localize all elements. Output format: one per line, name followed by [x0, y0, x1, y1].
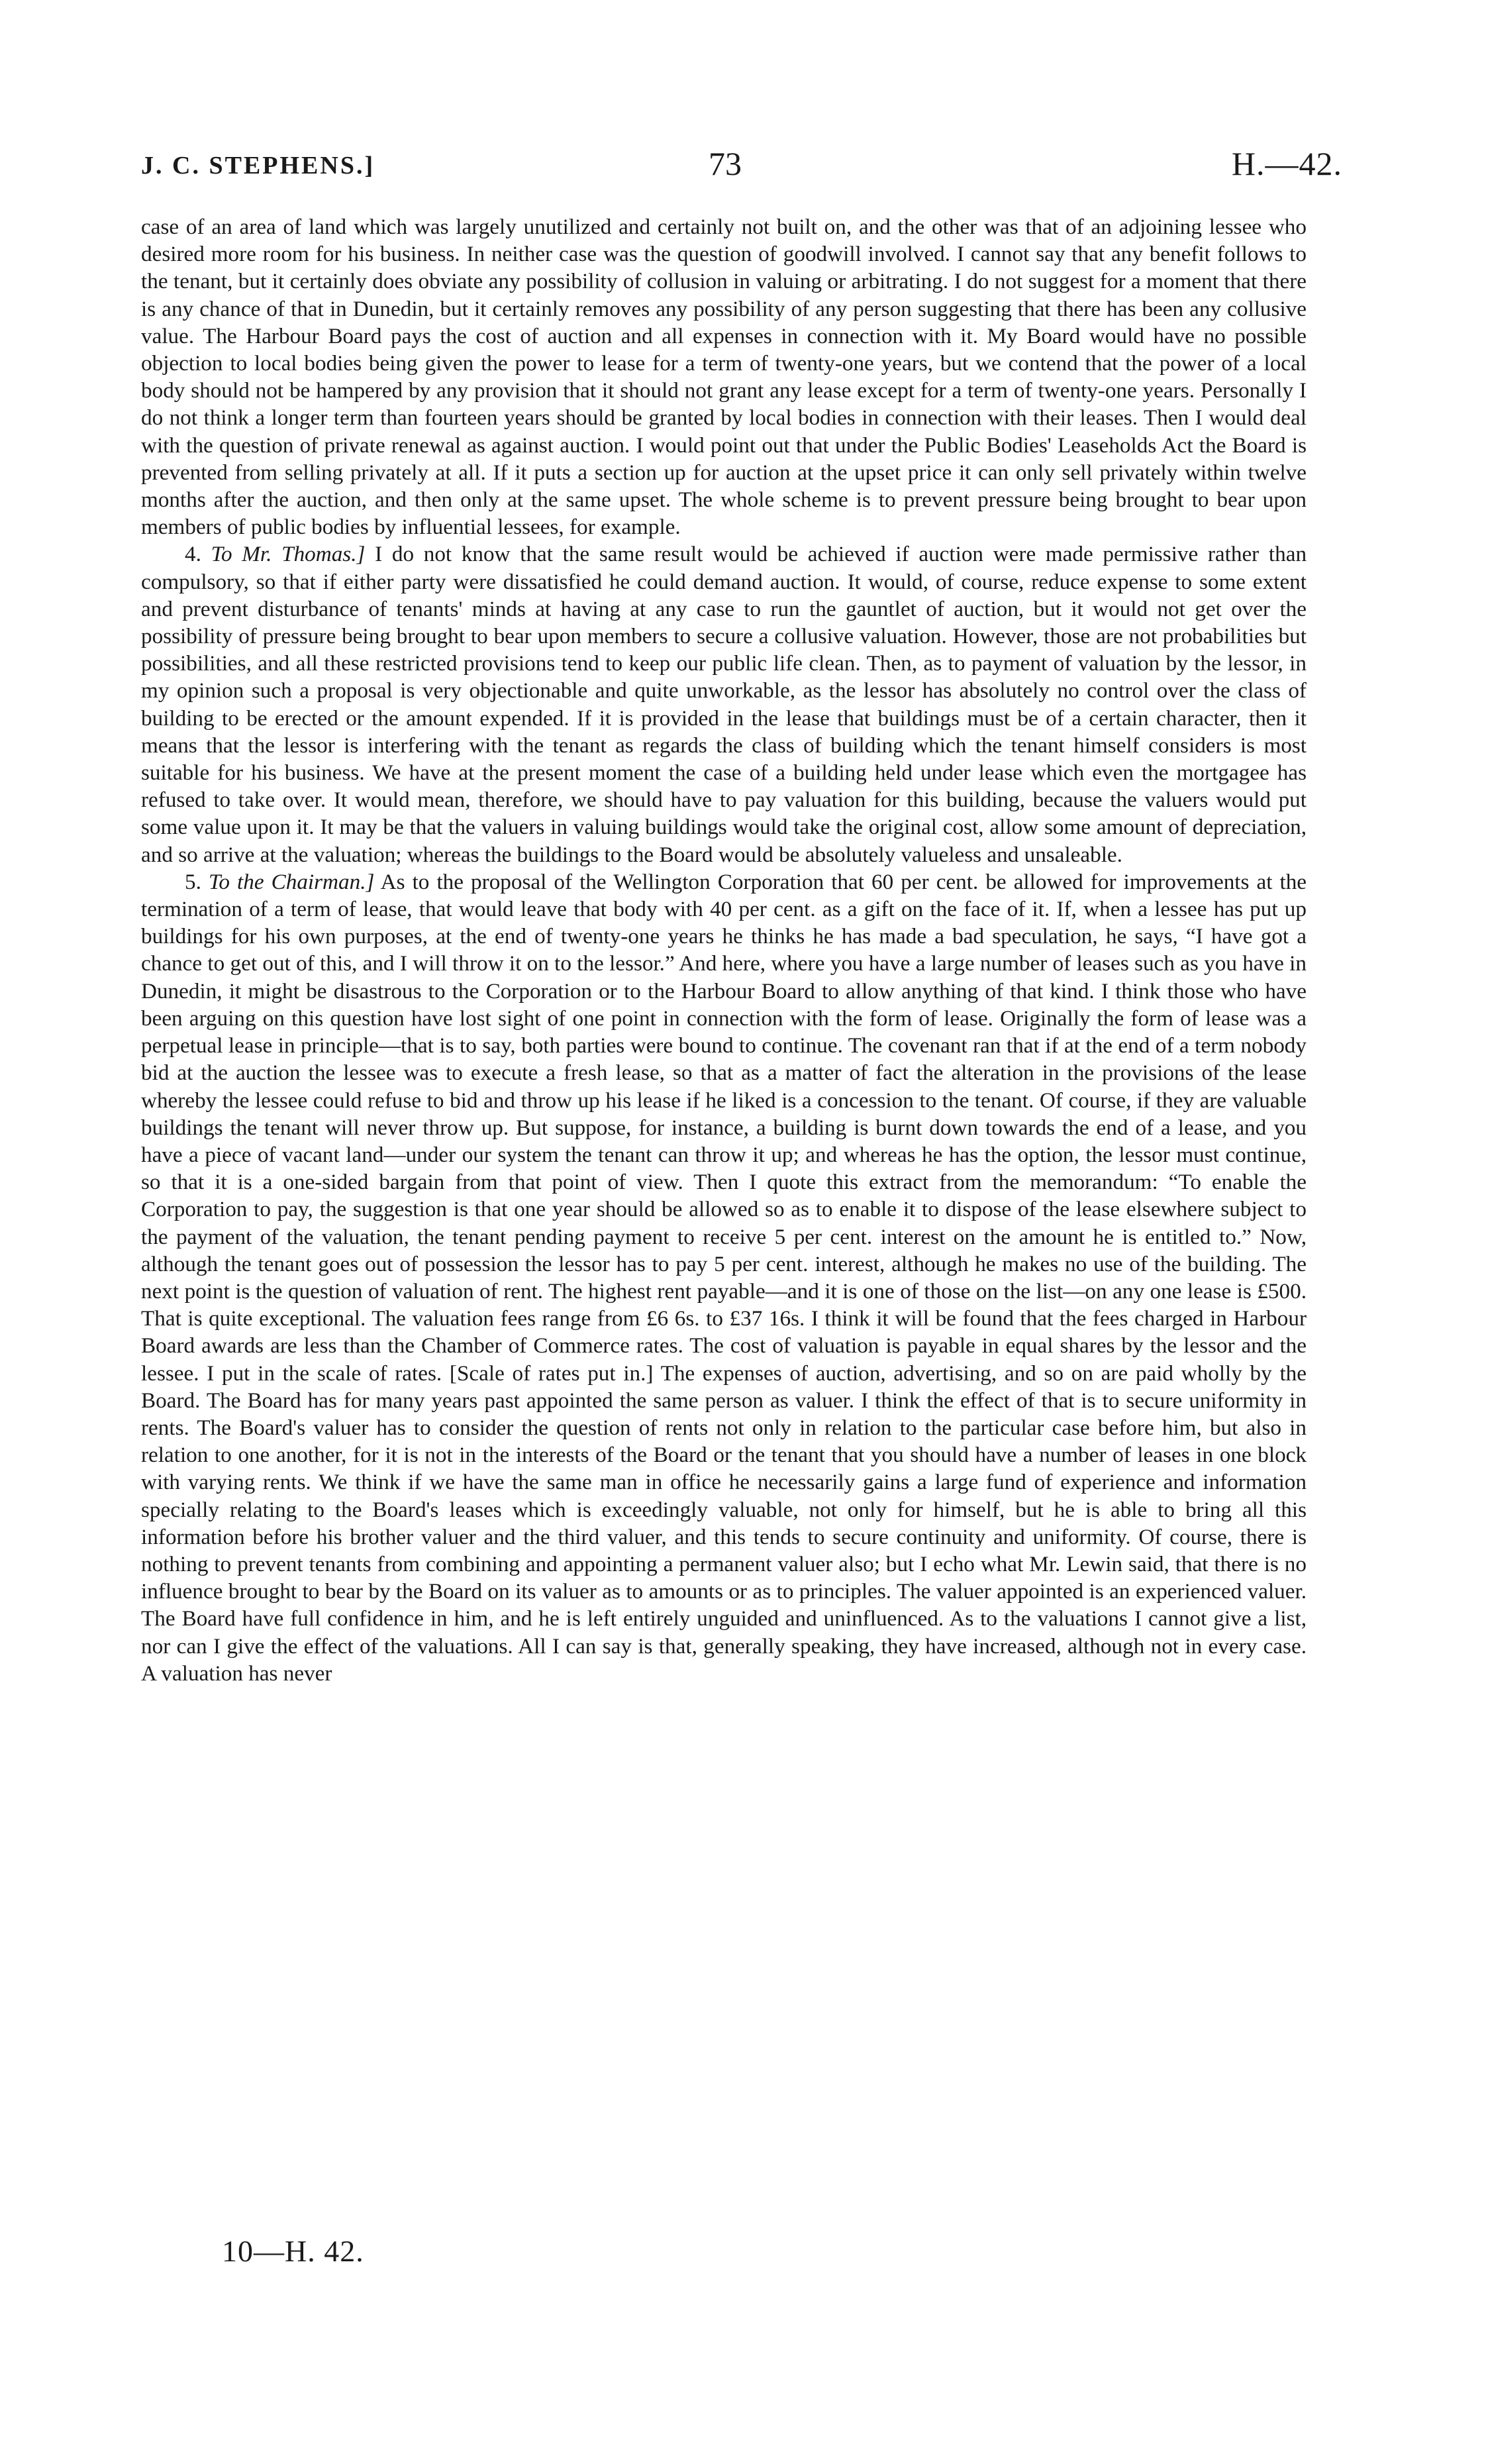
- page-number: 73: [709, 145, 742, 182]
- paragraph-number: 4.: [185, 542, 201, 567]
- paragraph-text: I do not know that the same result would be achieved if auction were made permissive rather than compulsory, so that if either party were dissatisfied he could demand auction. It would, of course, reduce expense to some extent and prevent disturbance of tenants' minds at having at any case to run the gauntlet of auction, but it would not get over the possibility of pressure being brought to bear upon members to secure a collusive valuation. However, those are not probabilities but possibilities, and all these restricted provisions tend to keep our public life clean. Then, as to payment of valuation by the lessor, in my opinion such a proposal is very objectionable and quite unworkable, as the lessor has absolutely no control over the class of building to be erected or the amount expended. If it is provided in the lease that buildings must be of a certain character, then it means that the lessor is interfering with the tenant as regards the class of building which the tenant himself considers is most suitable for his business. We have at the present moment the case of a building held under lease which even the mortgagee has refused to take over. It would mean, therefore, we should have to pay valuation for this building, because the valuers would put some value upon it. It may be that the valuers in valuing buildings would take the original cost, allow some amount of depreciation, and so arrive at the valuation; whereas the buildings to the Board would be absolutely valueless and unsaleable.: [141, 542, 1307, 867]
- paragraph-continuation: [141, 213, 1307, 540]
- paragraph-5: [141, 868, 1307, 1687]
- paragraph-lead: To Mr. Thomas.]: [211, 542, 366, 567]
- paragraph-4: [141, 540, 1307, 868]
- body-text: [141, 213, 1307, 1687]
- paragraph-text: As to the proposal of the Wellington Corporation that 60 per cent. be allowed for improvements at the termination of a term of lease, that would leave that body with 40 per cent. as a gift on the face of it. If, when a lessee has put up buildings for his own purposes, at the end of twenty-one years he thinks he has made a bad speculation, he says, “I have got a chance to get out of this, and I will throw it on to the lessor.” And here, where you have a large number of leases such as you have in Dunedin, it might be disastrous to the Corporation or to the Harbour Board to allow anything of that kind. I think those who have been arguing on this question have lost sight of one point in connection with the form of lease. Originally the form of lease was a perpetual lease in principle—that is to say, both parties were bound to continue. The covenant ran that if at the end of a term nobody bid at the auction the lessee was to execute a fresh lease, so that as a matter of fact the alteration in the provisions of the lease whereby the lessee could refuse to bid and throw up his lease if he liked is a concession to the tenant. Of course, if they are valuable buildings the tenant will never throw up. But suppose, for instance, a building is burnt down towards the end of a lease, and you have a piece of vacant land—under our system the tenant can throw it up; and whereas he has the option, the lessor must continue, so that it is a one-sided bargain from that point of view. Then I quote this extract from the memorandum: “To enable the Corporation to pay, the suggestion is that one year should be allowed so as to enable it to dispose of the lease elsewhere subject to the payment of the valuation, the tenant pending payment to receive 5 per cent. interest on the amount he is entitled to.” Now, although the tenant goes out of possession the lessor has to pay 5 per cent. interest, although he makes no use of the building. The next point is the question of valuation of rent. The highest rent payable—and it is one of those on the list—on any one lease is £500. That is quite exceptional. The valuation fees range from £6 6s. to £37 16s. I think it will be found that the fees charged in Harbour Board awards are less than the Chamber of Commerce rates. The cost of valuation is payable in equal shares by the lessor and the lessee. I put in the scale of rates. [Scale of rates put in.] The expenses of auction, advertising, and so on are paid wholly by the Board. The Board has for many years past appointed the same person as valuer. I think the effect of that is to secure uniformity in rents. The Board's valuer has to consider the question of rents not only in relation to the particular case before him, but also in relation to one another, for it is not in the interests of the Board or the tenant that you should have a number of leases in one block with varying rents. We think if we have the same man in office he necessarily gains a large fund of experience and information specially relating to the Board's leases which is exceedingly valuable, not only for himself, but he is able to bring all this information before his brother valuer and the third valuer, and this tends to secure continuity and uniformity. Of course, there is nothing to prevent tenants from combining and appointing a permanent valuer also; but I echo what Mr. Lewin said, that there is no influence brought to bear by the Board on its valuer as to amounts or as to principles. The valuer appointed is an experienced valuer. The Board have full confidence in him, and he is left entirely unguided and uninfluenced. As to the valuations I cannot give a list, nor can I give the effect of the valuations. All I can say is that, generally speaking, they have increased, although not in every case. A valuation has never: [141, 869, 1307, 1686]
- document-reference: H.—42.: [1231, 145, 1342, 182]
- paragraph-text: case of an area of land which was largely unutilized and certainly not built on, and the other was that of an adjoining lessee who desired more room for his business. In neither case was the question of goodwill involved. I cannot say that any benefit follows to the tenant, but it certainly does obviate any possibility of collusion in valuing or arbitrating. I do not suggest for a moment that there is any chance of that in Dunedin, but it certainly removes any possibility of any person suggesting that there has been any collusive value. The Harbour Board pays the cost of auction and all expenses in connection with it. My Board would have no possible objection to local bodies being given the power to lease for a term of twenty-one years, but we contend that the power of a local body should not be hampered by any provision that it should not grant any lease except for a term of twenty-one years. Personally I do not think a longer term than fourteen years should be granted by local bodies in connection with their leases. Then I would deal with the question of private renewal as against auction. I would point out that under the Public Bodies' Leaseholds Act the Board is prevented from selling privately at all. If it puts a section up for auction at the upset price it can only sell privately within twelve months after the auction, and then only at the same upset. The whole scheme is to prevent pressure being brought to bear upon members of public bodies by influential lessees, for example.: [141, 215, 1307, 540]
- signature-mark: 10—H. 42.: [222, 2234, 364, 2268]
- paragraph-number: 5.: [185, 869, 201, 894]
- paragraph-lead: To the Chairman.]: [208, 869, 375, 894]
- witness-name: J. C. STEPHENS.]: [141, 152, 375, 180]
- page-header: [0, 144, 1486, 191]
